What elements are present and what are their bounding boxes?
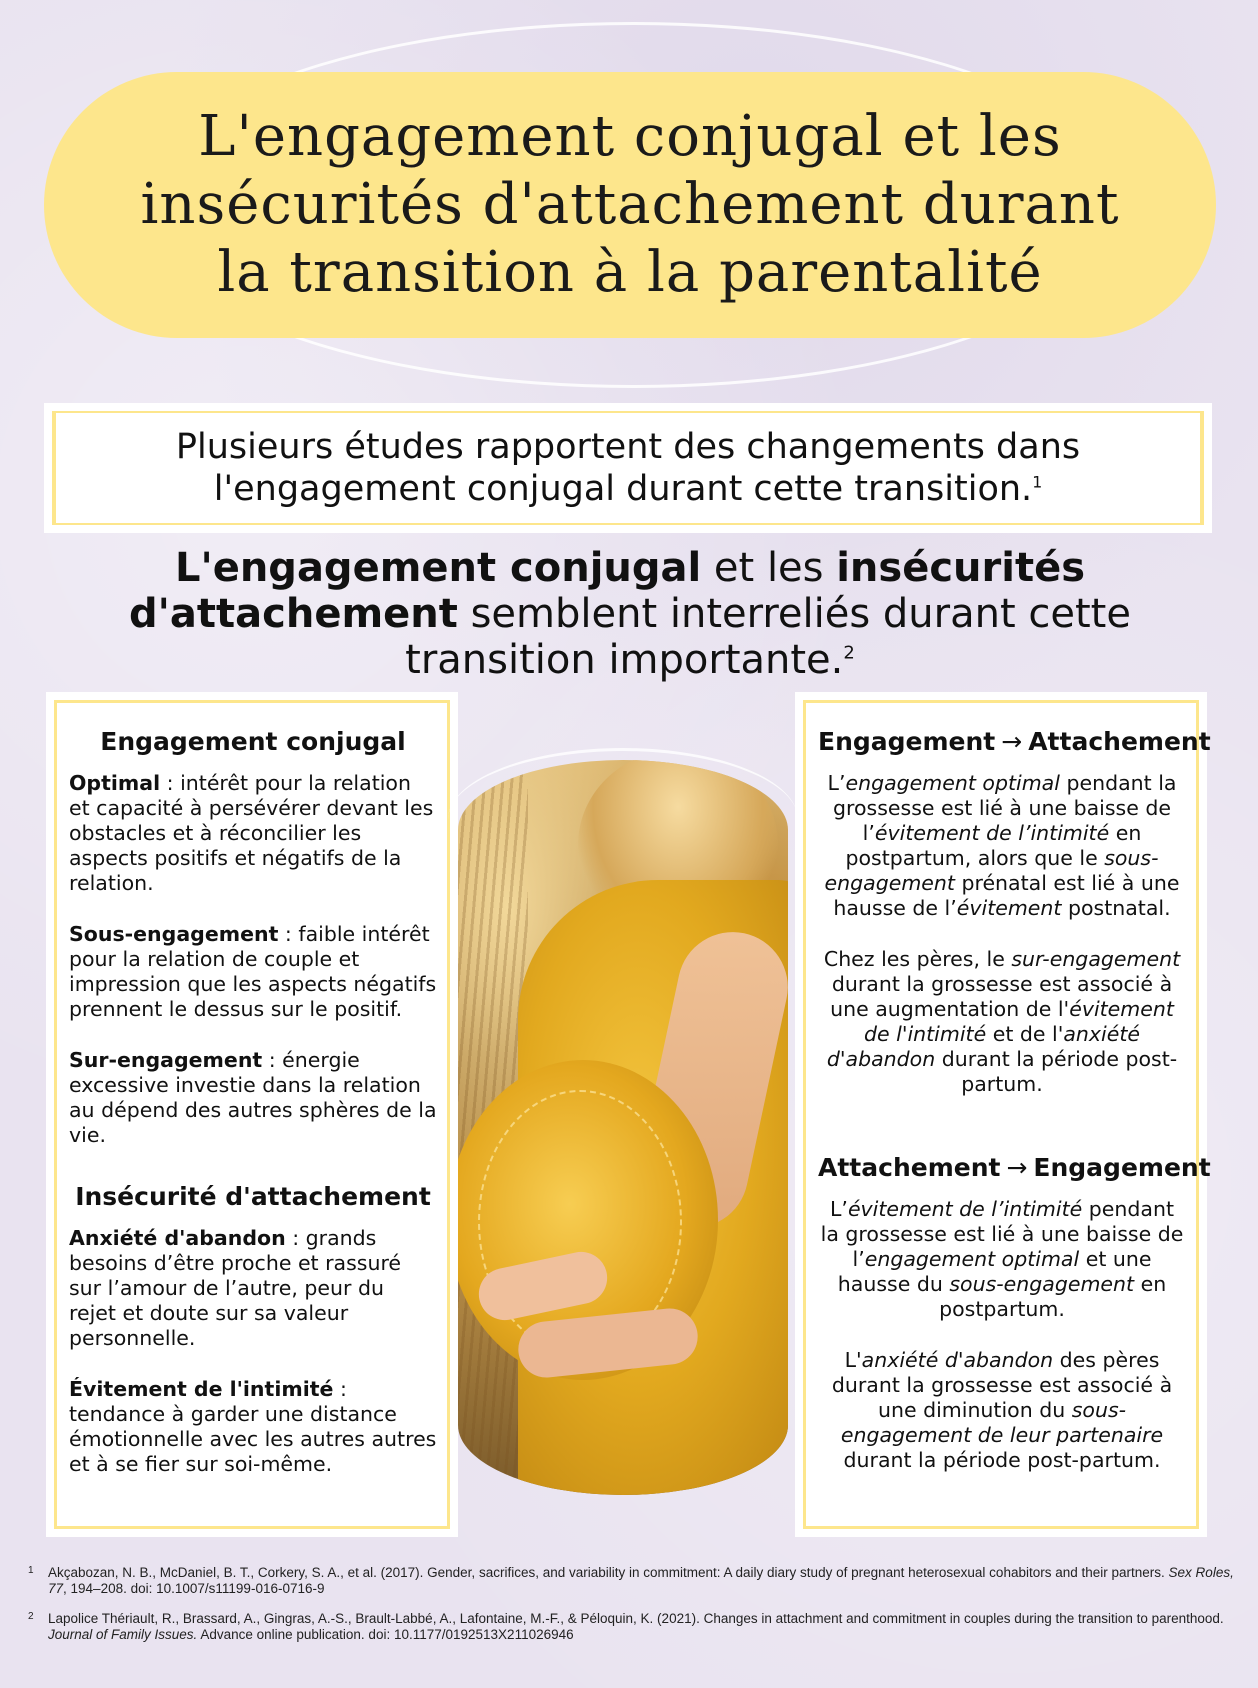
references xyxy=(28,1565,1238,1657)
finding-2-term: évitement de l'intimité xyxy=(863,997,1174,1046)
page-title: L'engagement conjugal et les insécurités d'attachement durant la transition à la parentalité xyxy=(140,104,1120,305)
intro-box xyxy=(44,403,1212,533)
reference-part: Akçabozan, N. B., McDaniel, B. T., Corkery, S. A., et al. (2017). Gender, sacrifices, and variability in commitment: A daily diary study of pregnant heterosexual cohabitors and their partners. xyxy=(48,1565,1169,1580)
finding-3-term: sous-engagement xyxy=(949,1272,1135,1296)
optimal-definition xyxy=(69,771,437,896)
title-banner xyxy=(44,72,1216,338)
sous-engagement-text: : faible intérêt pour la relation de couple et impression que les aspects négatifs prennent le dessus sur le positif. xyxy=(69,922,437,1021)
finding-2-part: durant la période post-partum. xyxy=(935,1047,1178,1096)
reference-journal: Journal of Family Issues. xyxy=(48,1627,198,1642)
finding-2-term: anxiété d'abandon xyxy=(826,1022,1141,1071)
sous-engagement-definition xyxy=(69,922,437,1022)
engagement-to-attachment-title xyxy=(818,727,1211,757)
finding-4-term: anxiété d'abandon xyxy=(861,1348,1054,1372)
reference-number: 2 xyxy=(28,1611,34,1622)
sur-engagement-text: : énergie excessive investie dans la relation au dépend des autres sphères de la vie. xyxy=(69,1048,437,1147)
finding-1-term: évitement xyxy=(956,896,1062,920)
finding-1 xyxy=(818,771,1186,921)
photo-decorative-ring xyxy=(448,748,798,891)
attachment-section-title: Insécurité d'attachement xyxy=(75,1182,431,1211)
finding-3-part: L’ xyxy=(830,1197,848,1221)
sous-engagement-term: Sous-engagement xyxy=(69,922,279,946)
finding-3-part: et une hausse du xyxy=(837,1247,1152,1296)
engagement-section-title: Engagement conjugal xyxy=(100,727,406,756)
intro-frame xyxy=(52,411,1204,525)
reference-text xyxy=(48,1611,1238,1643)
reference-part: Lapolice Thériault, R., Brassard, A., Gingras, A.-S., Brault-Labbé, A., Lafontaine, M.-F., & Péloquin, K. (2021). Changes in attachment and commitment in couples during the transition to parenthood. xyxy=(48,1611,1224,1626)
headline-bold-2: insécurités d'attachement xyxy=(129,545,1086,637)
avoidance-text: : tendance à garder une distance émotionnelle avec les autres autres et à se fier sur soi-même. xyxy=(69,1377,437,1476)
findings-card-frame xyxy=(803,700,1211,1529)
title2-left: Attachement xyxy=(818,1153,1001,1182)
finding-1-part: L’ xyxy=(827,771,846,795)
finding-1-part: prénatal est lié à une hausse de l’ xyxy=(833,871,1180,920)
finding-4-part: L' xyxy=(844,1348,862,1372)
arrow-icon: → xyxy=(1006,1153,1028,1182)
intro-text-wrap xyxy=(76,426,1180,510)
finding-2-part: durant la grossesse est associé à une augmentation de l' xyxy=(830,972,1173,1021)
attachment-to-engagement-title xyxy=(818,1153,1211,1183)
finding-1-part: postnatal. xyxy=(1061,896,1171,920)
reference-journal: Sex Roles, 77 xyxy=(48,1565,1234,1596)
intro-text: Plusieurs études rapportent des changements dans l'engagement conjugal durant cette transition. xyxy=(175,427,1081,509)
optimal-term: Optimal xyxy=(69,771,161,795)
avoidance-definition xyxy=(69,1377,437,1477)
reference-2 xyxy=(28,1611,1238,1643)
finding-1-term: évitement de l’intimité xyxy=(874,821,1110,845)
reference-part: , 194–208. doi: 10.1007/s11199-016-0716-9 xyxy=(63,1581,325,1596)
finding-1-term: sous-engagement xyxy=(824,846,1159,895)
anxiety-term: Anxiété d'abandon xyxy=(69,1226,286,1250)
sur-engagement-definition xyxy=(69,1048,437,1148)
anxiety-text: : grands besoins d’être proche et rassuré sur l’amour de l’autre, peur du rejet et doute sur sa valeur personnelle. xyxy=(69,1226,402,1350)
headline xyxy=(60,545,1200,683)
reference-part: Advance online publication. doi: 10.1177/0192513X211026946 xyxy=(197,1627,574,1642)
finding-3 xyxy=(818,1197,1186,1322)
finding-4 xyxy=(818,1348,1186,1473)
definitions-card xyxy=(46,692,458,1537)
finding-4-part: des pères durant la grossesse est associé à une diminution du xyxy=(831,1348,1173,1422)
arrow-icon: → xyxy=(1001,727,1023,756)
reference-number: 1 xyxy=(28,1565,34,1576)
finding-2 xyxy=(818,947,1186,1097)
intro-ref: 1 xyxy=(1032,472,1043,492)
finding-4-term: sous-engagement de leur partenaire xyxy=(840,1398,1164,1447)
definitions-card-frame xyxy=(54,700,450,1529)
title1-right: Attachement xyxy=(1028,727,1211,756)
headline-rest: semblent interreliés durant cette transition importante. xyxy=(405,591,1131,683)
finding-1-part: pendant la grossesse est lié à une baisse de l’ xyxy=(833,771,1177,845)
finding-2-term: sur-engagement xyxy=(1011,947,1181,971)
title1-left: Engagement xyxy=(818,727,996,756)
avoidance-term: Évitement de l'intimité xyxy=(69,1377,334,1401)
findings-card xyxy=(795,692,1211,1537)
optimal-text: : intérêt pour la relation et capacité à persévérer devant les obstacles et à réconcilier les aspects positifs et négatifs de la relation. xyxy=(69,771,434,895)
finding-2-part: et de l' xyxy=(986,1022,1064,1046)
headline-mid: et les xyxy=(701,545,837,591)
finding-1-part: en postpartum, alors que le xyxy=(845,821,1142,870)
finding-3-term: évitement de l’intimité xyxy=(847,1197,1083,1221)
sur-engagement-term: Sur-engagement xyxy=(69,1048,263,1072)
reference-text xyxy=(48,1565,1238,1597)
headline-ref: 2 xyxy=(843,642,855,664)
finding-3-part: pendant la grossesse est lié à une baisse de l’ xyxy=(820,1197,1184,1271)
headline-bold-1: L'engagement conjugal xyxy=(174,545,702,591)
finding-4-part: durant la période post-partum. xyxy=(843,1448,1161,1472)
title2-right: Engagement xyxy=(1033,1153,1211,1182)
anxiety-definition xyxy=(69,1226,437,1351)
finding-3-term: engagement optimal xyxy=(864,1247,1080,1271)
finding-3-part: en postpartum. xyxy=(939,1272,1167,1321)
reference-1 xyxy=(28,1565,1238,1597)
finding-1-term: engagement optimal xyxy=(845,771,1060,795)
finding-2-part: Chez les pères, le xyxy=(823,947,1012,971)
